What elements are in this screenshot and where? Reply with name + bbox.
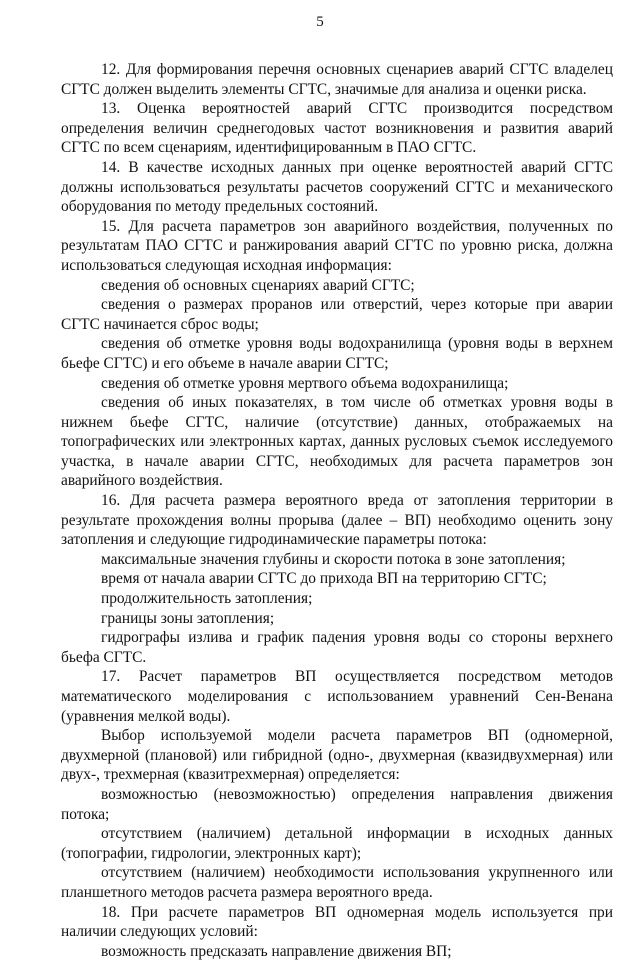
list-item: отсутствием (наличием) необходимости использования укрупненного или планшетного методов расчета размера вероятного вреда. <box>61 864 613 901</box>
paragraph-12: 12. Для формирования перечня основных сценариев аварий СГТС владелец СГТС должен выделить элементы СГТС, значимые для анализа и оценки риска. <box>61 61 613 98</box>
list-item: возможностью (невозможностью) определения направления движения потока; <box>61 785 613 823</box>
list-item: сведения об отметке уровня воды водохранилища (уровня воды в верхнем бьефе СГТС) и его объеме в начале аварии СГТС; <box>61 335 613 372</box>
list-item: гидрографы излива и график падения уровня воды со стороны верхнего бьефа СГТС. <box>61 629 613 666</box>
paragraph-15: 15. Для расчета параметров зон аварийного воздействия, полученных по результатам ПАО СГТС и ранжирования аварий СГТС по уровню риска, должна использоваться следующая исходная информация: <box>61 217 613 274</box>
paragraph-16: 16. Для расчета размера вероятного вреда от затопления территории в результате прохождения волны прорыва (далее – ВП) необходимо оценить зону затопления и следующие гидродинамические параметры потока: <box>61 492 613 549</box>
list-item: возможность предсказать направление движения ВП; <box>101 942 452 960</box>
page-number: 5 <box>316 14 324 30</box>
list-item: границы зоны затопления; <box>101 609 275 627</box>
paragraph-18: 18. При расчете параметров ВП одномерная модель используется при наличии следующих условий: <box>61 903 613 941</box>
list-item: максимальные значения глубины и скорости потока в зоне затопления; <box>101 550 566 568</box>
paragraph-14: 14. В качестве исходных данных при оценке вероятностей аварий СГТС должны использоваться результаты расчетов сооружений СГТС и механического оборудования по методу предельных состояний. <box>61 158 613 216</box>
paragraph-model-choice: Выбор используемой модели расчета параметров ВП (одномерной, двухмерной (плановой) или гибридной (одно-, двухмерная (квазидвухмерная) или двух-, трехмерная (квазитрехмерная) определяется: <box>61 727 613 784</box>
list-item: сведения об отметке уровня мертвого объема водохранилища; <box>101 374 509 392</box>
list-item: продолжительность затопления; <box>101 590 313 608</box>
document-body <box>61 60 613 961</box>
list-item: время от начала аварии СГТС до прихода ВП на территорию СГТС; <box>101 570 547 588</box>
paragraph-17: 17. Расчет параметров ВП осуществляется посредством методов математического моделирования с использованием уравнений Сен-Венана (уравнения мелкой воды). <box>61 668 613 725</box>
paragraph-13: 13. Оценка вероятностей аварий СГТС производится посредством определения величин среднегодовых частот возникновения и развития аварий СГТС по всем сценариям, идентифицированным в ПАО СГТС. <box>61 100 613 157</box>
list-item: отсутствием (наличием) детальной информации в исходных данных (топографии, гидрологии, электронных карт); <box>61 825 613 862</box>
list-item: сведения о размерах проранов или отверстий, через которые при аварии СГТС начинается сброс воды; <box>61 296 613 333</box>
list-item: сведения об основных сценариях аварий СГТС; <box>101 276 415 294</box>
list-item: сведения об иных показателях, в том числе об отметках уровня воды в нижнем бьефе СГТС, наличие (отсутствие) данных, отображаемых на топографических или электронных картах, данных русловых съемок исследуемого участка, в начале аварии СГТС, необходимых для расчета параметров зон аварийного воздействия. <box>61 394 613 490</box>
